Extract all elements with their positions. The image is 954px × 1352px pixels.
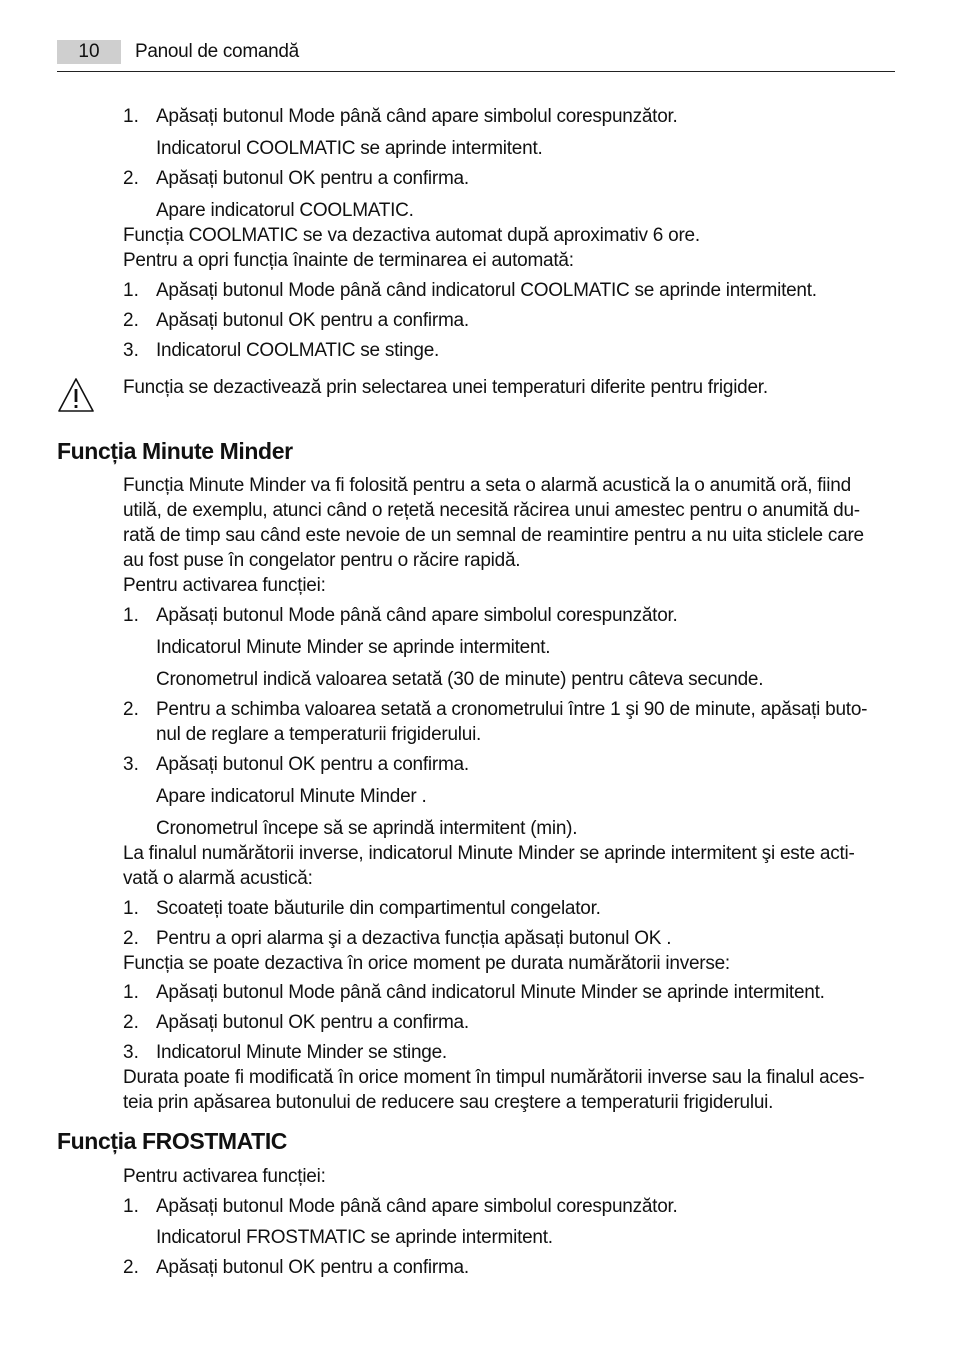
paragraph-line: Durata poate fi modificată în orice moment în timpul numărătorii inverse sau la finalul aces- — [123, 1067, 865, 1088]
list-item: Apăsați butonul Mode până când apare simbolul corespunzător. — [156, 1196, 678, 1217]
paragraph: Funcția se poate dezactiva în orice moment pe durata numărătorii inverse: — [123, 953, 730, 974]
list-item: nul de reglare a temperaturii frigiderului. — [156, 724, 482, 745]
list-number: 2. — [123, 1012, 139, 1033]
list-item: Apăsați butonul Mode până când apare simbolul corespunzător. — [156, 605, 678, 626]
paragraph-line: La finalul numărătorii inverse, indicatorul Minute Minder se aprinde intermitent şi este acti- — [123, 843, 855, 864]
list-number: 1. — [123, 1196, 139, 1217]
paragraph: Pentru a opri funcția înainte de terminarea ei automată: — [123, 250, 574, 271]
paragraph-line: vată o alarmă acustică: — [123, 868, 313, 889]
list-item-detail: Apare indicatorul COOLMATIC. — [156, 200, 414, 221]
list-item-detail: Cronometrul indică valoarea setată (30 de minute) pentru câteva secunde. — [156, 669, 764, 690]
warning-triangle-icon — [57, 377, 95, 413]
list-item: Apăsați butonul OK pentru a confirma. — [156, 1257, 469, 1278]
section-heading: Funcția Minute Minder — [57, 438, 293, 464]
list-number: 2. — [123, 699, 139, 720]
list-item-detail: Indicatorul FROSTMATIC se aprinde intermitent. — [156, 1227, 553, 1248]
list-number: 2. — [123, 168, 139, 189]
list-item: Scoateți toate băuturile din compartimentul congelator. — [156, 898, 601, 919]
list-number: 3. — [123, 754, 139, 775]
section-heading: Funcția FROSTMATIC — [57, 1128, 288, 1154]
list-item: Apăsați butonul Mode până când indicatorul COOLMATIC se aprinde intermitent. — [156, 280, 817, 301]
paragraph: Funcția COOLMATIC se va dezactiva automat după aproximativ 6 ore. — [123, 225, 700, 246]
paragraph-line: utilă, de exemplu, atunci când o rețetă necesită răcirea unui amestec pentru o anumită du- — [123, 500, 860, 521]
list-number: 1. — [123, 898, 139, 919]
list-number: 2. — [123, 310, 139, 331]
list-item-detail: Apare indicatorul Minute Minder . — [156, 786, 427, 807]
paragraph-line: au fost puse în congelator pentru o răcire rapidă. — [123, 550, 521, 571]
list-item: Apăsați butonul Mode până când apare simbolul corespunzător. — [156, 106, 678, 127]
list-item-detail: Cronometrul începe să se aprindă intermitent (min). — [156, 818, 578, 839]
list-item: Indicatorul Minute Minder se stinge. — [156, 1042, 447, 1063]
paragraph-line: Funcția Minute Minder va fi folosită pentru a seta o alarmă acustică la o anumită oră, fiind — [123, 475, 851, 496]
paragraph-line: teia prin apăsarea butonului de reducere sau creştere a temperaturii frigiderului. — [123, 1092, 774, 1113]
list-item: Indicatorul COOLMATIC se stinge. — [156, 340, 440, 361]
page-title: Panoul de comandă — [135, 41, 299, 62]
list-item-detail: Indicatorul COOLMATIC se aprinde intermitent. — [156, 138, 543, 159]
paragraph-line: rată de timp sau când este nevoie de un semnal de reamintire pentru a nu uita sticlele care — [123, 525, 864, 546]
list-number: 1. — [123, 982, 139, 1003]
list-number: 1. — [123, 605, 139, 626]
list-number: 2. — [123, 928, 139, 949]
list-item: Apăsați butonul Mode până când indicatorul Minute Minder se aprinde intermitent. — [156, 982, 825, 1003]
list-number: 2. — [123, 1257, 139, 1278]
list-number: 1. — [123, 106, 139, 127]
paragraph: Pentru activarea funcției: — [123, 575, 326, 596]
page-number: 10 — [57, 40, 121, 64]
warning-text: Funcția se dezactivează prin selectarea unei temperaturi diferite pentru frigider. — [123, 377, 768, 398]
list-item-detail: Indicatorul Minute Minder se aprinde intermitent. — [156, 637, 551, 658]
page-header — [57, 40, 895, 72]
list-item: Apăsați butonul OK pentru a confirma. — [156, 310, 469, 331]
paragraph: Pentru activarea funcției: — [123, 1166, 326, 1187]
list-number: 3. — [123, 340, 139, 361]
list-number: 1. — [123, 280, 139, 301]
list-item: Apăsați butonul OK pentru a confirma. — [156, 168, 469, 189]
list-item: Apăsați butonul OK pentru a confirma. — [156, 754, 469, 775]
list-item: Apăsați butonul OK pentru a confirma. — [156, 1012, 469, 1033]
list-number: 3. — [123, 1042, 139, 1063]
list-item: Pentru a schimba valoarea setată a cronometrului între 1 şi 90 de minute, apăsați buto- — [156, 699, 868, 720]
list-item: Pentru a opri alarma şi a dezactiva funcția apăsați butonul OK . — [156, 928, 672, 949]
